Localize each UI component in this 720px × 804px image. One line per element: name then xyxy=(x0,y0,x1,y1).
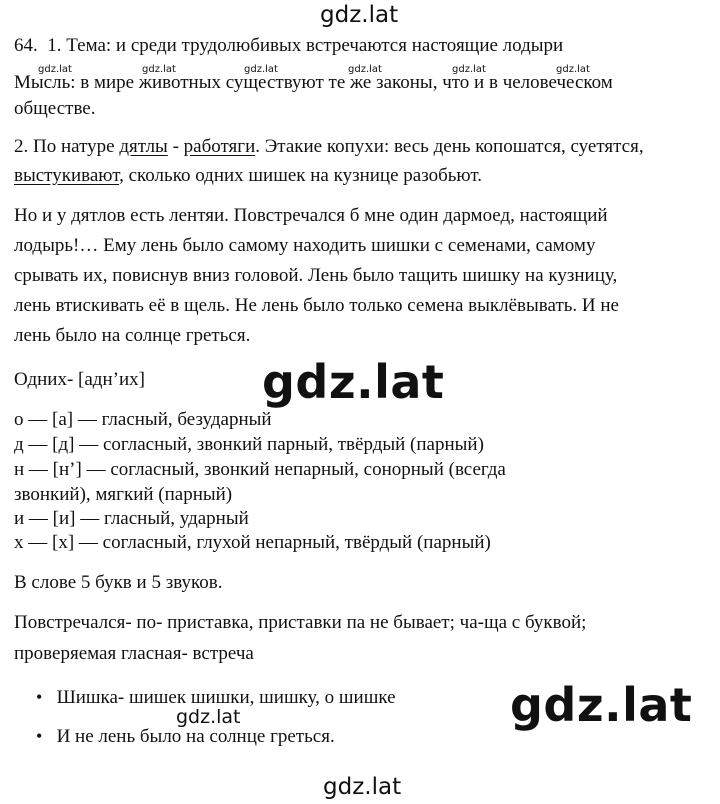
item2-rest-2: , сколько одних шишек на кузнице разобьют. xyxy=(119,165,482,186)
paragraph-line-2: лодырь!… Ему лень было самому находить шишки с семенами, самому xyxy=(14,235,596,256)
phonetic-row: д — [д] — согласный, звонкий парный, твёрдый (парный) xyxy=(14,434,484,455)
thought-line-2: обществе. xyxy=(14,98,96,119)
watermark-footer: gdz.lat xyxy=(323,774,402,800)
task-item-1 xyxy=(14,33,563,59)
item2-dash: - xyxy=(167,136,184,157)
bullet-icon: • xyxy=(36,687,43,707)
underlined-word-vystukivayut: выстукивают xyxy=(14,165,120,186)
morphemic-line-2: проверяемая гласная- встреча xyxy=(14,643,254,664)
thought-line-1: Мысль: в мире животных существуют те же законы, что и в человеческом xyxy=(14,72,613,93)
paragraph-line-4: лень втискивать её в щель. Не лень было только семена выклёвывать. И не xyxy=(14,295,619,316)
list-item xyxy=(36,723,335,750)
watermark-center: gdz.lat xyxy=(262,355,445,409)
watermark-small: gdz.lat xyxy=(348,64,382,75)
phonetic-summary: В слове 5 букв и 5 звуков. xyxy=(14,572,223,593)
phonetic-row: и — [и] — гласный, ударный xyxy=(14,508,249,529)
phonetic-title: Одних- [адн’их] xyxy=(14,369,145,390)
paragraph-line-5: лень было на солнце греться. xyxy=(14,325,251,346)
watermark-bottom-left: gdz.lat xyxy=(176,706,241,728)
watermark-small: gdz.lat xyxy=(452,64,486,75)
watermark-top: gdz.lat xyxy=(320,2,399,28)
phonetic-row: н — [н’] — согласный, звонкий непарный, сонорный (всегда xyxy=(14,459,506,480)
list-item-text: И не лень было на солнце греться. xyxy=(56,726,335,747)
watermark-small: gdz.lat xyxy=(142,64,176,75)
phonetic-row: х — [х] — согласный, глухой непарный, твёрдый (парный) xyxy=(14,532,491,553)
task-item-2-line-1 xyxy=(14,134,644,160)
item2-rest: . Этакие копухи: весь день копошатся, суетятся, xyxy=(255,136,644,157)
task-item-2-line-2 xyxy=(14,163,482,189)
watermark-bottom-right: gdz.lat xyxy=(510,678,693,732)
task-topic: 1. Тема: и среди трудолюбивых встречаются настоящие лодыри xyxy=(47,35,564,56)
watermark-small: gdz.lat xyxy=(38,64,72,75)
paragraph-line-1: Но и у дятлов есть лентяи. Повстречался б мне один дармоед, настоящий xyxy=(14,205,608,226)
morphemic-line-1: Повстречался- по- приставка, приставки па не бывает; ча-ща с буквой; xyxy=(14,612,587,633)
paragraph-line-3: срывать их, повиснув вниз головой. Лень было тащить шишку на кузницу, xyxy=(14,265,618,286)
phonetic-row: о — [а] — гласный, безударный xyxy=(14,409,272,430)
item2-prefix: 2. По натуре xyxy=(14,136,120,157)
phonetic-row: звонкий), мягкий (парный) xyxy=(14,484,233,505)
bullet-icon: • xyxy=(36,726,43,746)
underlined-word-dyatly: дятлы xyxy=(119,136,168,157)
watermark-small: gdz.lat xyxy=(244,64,278,75)
watermark-small: gdz.lat xyxy=(556,64,590,75)
task-number: 64. xyxy=(14,35,38,56)
list-item-text: Шишка- шишек шишки, шишку, о шишке xyxy=(56,687,396,708)
underlined-word-rabotyagi: работяги xyxy=(183,136,256,157)
